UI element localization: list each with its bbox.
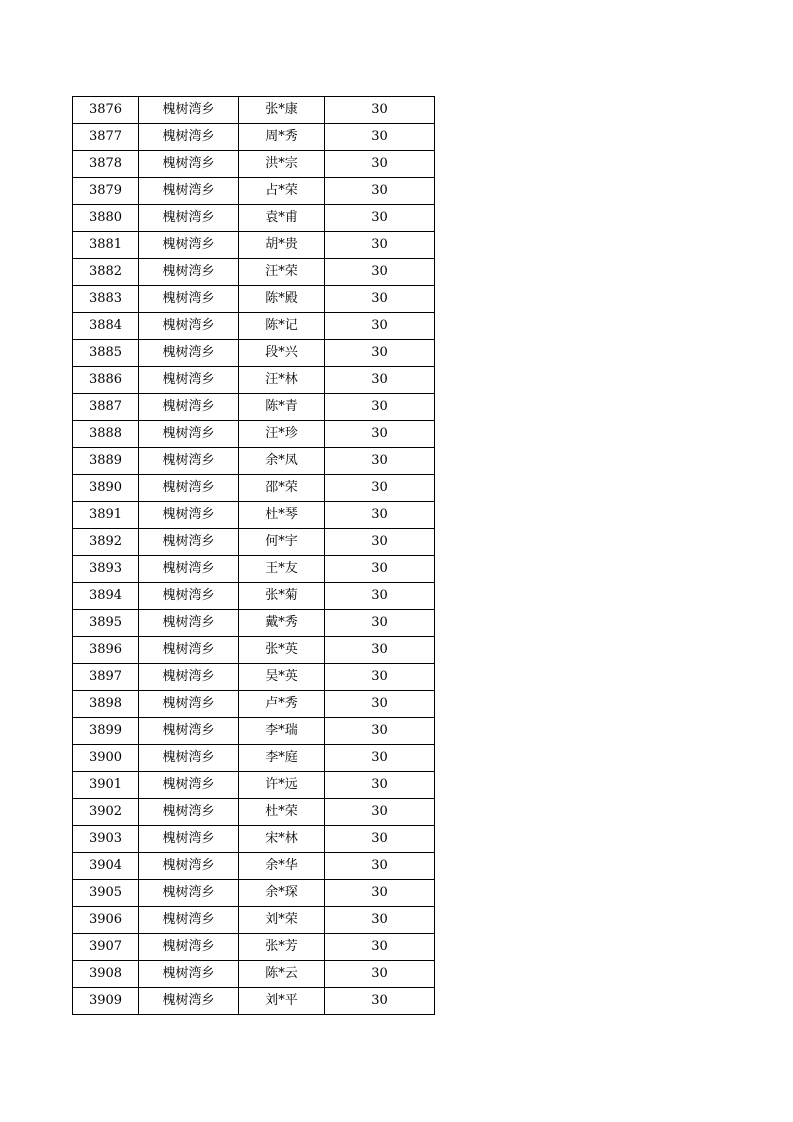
cell-name: 何*宇 — [239, 529, 325, 556]
table-row — [73, 826, 435, 853]
cell-name: 刘*荣 — [239, 907, 325, 934]
cell-id: 3902 — [73, 799, 139, 826]
cell-name: 汪*珍 — [239, 421, 325, 448]
table-row — [73, 205, 435, 232]
cell-amount: 30 — [325, 421, 435, 448]
cell-id: 3887 — [73, 394, 139, 421]
cell-town: 槐树湾乡 — [139, 178, 239, 205]
table-row — [73, 880, 435, 907]
table-body — [73, 97, 435, 1015]
cell-name: 余*琛 — [239, 880, 325, 907]
cell-amount: 30 — [325, 367, 435, 394]
cell-town: 槐树湾乡 — [139, 151, 239, 178]
table-row — [73, 286, 435, 313]
cell-name: 陈*云 — [239, 961, 325, 988]
table-row — [73, 610, 435, 637]
cell-amount: 30 — [325, 637, 435, 664]
cell-name: 杜*荣 — [239, 799, 325, 826]
cell-town: 槐树湾乡 — [139, 988, 239, 1015]
cell-id: 3892 — [73, 529, 139, 556]
cell-name: 戴*秀 — [239, 610, 325, 637]
cell-id: 3907 — [73, 934, 139, 961]
cell-town: 槐树湾乡 — [139, 286, 239, 313]
cell-amount: 30 — [325, 556, 435, 583]
cell-town: 槐树湾乡 — [139, 880, 239, 907]
cell-town: 槐树湾乡 — [139, 718, 239, 745]
cell-town: 槐树湾乡 — [139, 853, 239, 880]
cell-id: 3880 — [73, 205, 139, 232]
cell-name: 袁*甫 — [239, 205, 325, 232]
cell-id: 3876 — [73, 97, 139, 124]
cell-id: 3895 — [73, 610, 139, 637]
cell-name: 张*菊 — [239, 583, 325, 610]
cell-name: 段*兴 — [239, 340, 325, 367]
cell-amount: 30 — [325, 853, 435, 880]
cell-name: 张*康 — [239, 97, 325, 124]
table-row — [73, 745, 435, 772]
cell-id: 3909 — [73, 988, 139, 1015]
cell-amount: 30 — [325, 691, 435, 718]
table-row — [73, 529, 435, 556]
cell-town: 槐树湾乡 — [139, 124, 239, 151]
cell-town: 槐树湾乡 — [139, 610, 239, 637]
cell-id: 3890 — [73, 475, 139, 502]
table-row — [73, 394, 435, 421]
cell-id: 3901 — [73, 772, 139, 799]
data-table — [72, 96, 435, 1015]
cell-town: 槐树湾乡 — [139, 772, 239, 799]
cell-amount: 30 — [325, 988, 435, 1015]
cell-amount: 30 — [325, 313, 435, 340]
cell-id: 3886 — [73, 367, 139, 394]
cell-town: 槐树湾乡 — [139, 97, 239, 124]
table-row — [73, 556, 435, 583]
cell-town: 槐树湾乡 — [139, 745, 239, 772]
cell-town: 槐树湾乡 — [139, 934, 239, 961]
cell-town: 槐树湾乡 — [139, 394, 239, 421]
table-row — [73, 691, 435, 718]
cell-id: 3905 — [73, 880, 139, 907]
cell-name: 余*凤 — [239, 448, 325, 475]
cell-id: 3878 — [73, 151, 139, 178]
cell-id: 3897 — [73, 664, 139, 691]
cell-town: 槐树湾乡 — [139, 583, 239, 610]
cell-name: 汪*林 — [239, 367, 325, 394]
table-row — [73, 97, 435, 124]
cell-name: 占*荣 — [239, 178, 325, 205]
cell-id: 3898 — [73, 691, 139, 718]
table-row — [73, 421, 435, 448]
cell-id: 3882 — [73, 259, 139, 286]
cell-town: 槐树湾乡 — [139, 448, 239, 475]
cell-amount: 30 — [325, 340, 435, 367]
cell-id: 3877 — [73, 124, 139, 151]
cell-amount: 30 — [325, 286, 435, 313]
table-row — [73, 907, 435, 934]
cell-amount: 30 — [325, 880, 435, 907]
cell-name: 洪*宗 — [239, 151, 325, 178]
cell-town: 槐树湾乡 — [139, 259, 239, 286]
table-row — [73, 475, 435, 502]
table-row — [73, 934, 435, 961]
cell-name: 李*庭 — [239, 745, 325, 772]
cell-name: 宋*林 — [239, 826, 325, 853]
cell-id: 3904 — [73, 853, 139, 880]
cell-town: 槐树湾乡 — [139, 961, 239, 988]
cell-amount: 30 — [325, 799, 435, 826]
table-row — [73, 367, 435, 394]
cell-town: 槐树湾乡 — [139, 691, 239, 718]
cell-amount: 30 — [325, 772, 435, 799]
cell-id: 3900 — [73, 745, 139, 772]
cell-name: 王*友 — [239, 556, 325, 583]
cell-id: 3906 — [73, 907, 139, 934]
cell-amount: 30 — [325, 961, 435, 988]
table-row — [73, 718, 435, 745]
cell-id: 3884 — [73, 313, 139, 340]
table-row — [73, 502, 435, 529]
table-row — [73, 988, 435, 1015]
cell-town: 槐树湾乡 — [139, 556, 239, 583]
cell-id: 3899 — [73, 718, 139, 745]
cell-id: 3879 — [73, 178, 139, 205]
cell-town: 槐树湾乡 — [139, 826, 239, 853]
cell-town: 槐树湾乡 — [139, 907, 239, 934]
cell-name: 张*英 — [239, 637, 325, 664]
cell-amount: 30 — [325, 475, 435, 502]
cell-town: 槐树湾乡 — [139, 367, 239, 394]
cell-amount: 30 — [325, 907, 435, 934]
cell-town: 槐树湾乡 — [139, 232, 239, 259]
table-row — [73, 178, 435, 205]
cell-name: 余*华 — [239, 853, 325, 880]
table-row — [73, 124, 435, 151]
cell-id: 3889 — [73, 448, 139, 475]
table-row — [73, 772, 435, 799]
table-row — [73, 853, 435, 880]
cell-name: 卢*秀 — [239, 691, 325, 718]
cell-amount: 30 — [325, 124, 435, 151]
cell-name: 吴*英 — [239, 664, 325, 691]
cell-id: 3885 — [73, 340, 139, 367]
table-row — [73, 637, 435, 664]
cell-amount: 30 — [325, 151, 435, 178]
cell-id: 3881 — [73, 232, 139, 259]
cell-id: 3903 — [73, 826, 139, 853]
cell-id: 3883 — [73, 286, 139, 313]
cell-id: 3894 — [73, 583, 139, 610]
cell-town: 槐树湾乡 — [139, 664, 239, 691]
cell-amount: 30 — [325, 826, 435, 853]
cell-town: 槐树湾乡 — [139, 313, 239, 340]
cell-amount: 30 — [325, 529, 435, 556]
cell-name: 周*秀 — [239, 124, 325, 151]
table-row — [73, 151, 435, 178]
cell-name: 陈*青 — [239, 394, 325, 421]
table-row — [73, 313, 435, 340]
cell-name: 张*芳 — [239, 934, 325, 961]
cell-amount: 30 — [325, 97, 435, 124]
cell-id: 3891 — [73, 502, 139, 529]
cell-name: 陈*记 — [239, 313, 325, 340]
cell-amount: 30 — [325, 718, 435, 745]
cell-town: 槐树湾乡 — [139, 637, 239, 664]
cell-amount: 30 — [325, 205, 435, 232]
cell-id: 3893 — [73, 556, 139, 583]
cell-name: 许*远 — [239, 772, 325, 799]
cell-name: 邵*荣 — [239, 475, 325, 502]
cell-amount: 30 — [325, 178, 435, 205]
cell-id: 3908 — [73, 961, 139, 988]
table-row — [73, 961, 435, 988]
table-row — [73, 664, 435, 691]
table-row — [73, 448, 435, 475]
cell-amount: 30 — [325, 664, 435, 691]
cell-town: 槐树湾乡 — [139, 529, 239, 556]
cell-name: 刘*平 — [239, 988, 325, 1015]
table-row — [73, 799, 435, 826]
cell-amount: 30 — [325, 232, 435, 259]
cell-amount: 30 — [325, 394, 435, 421]
cell-amount: 30 — [325, 448, 435, 475]
cell-name: 胡*贵 — [239, 232, 325, 259]
cell-town: 槐树湾乡 — [139, 475, 239, 502]
cell-name: 陈*殿 — [239, 286, 325, 313]
cell-id: 3888 — [73, 421, 139, 448]
cell-amount: 30 — [325, 259, 435, 286]
cell-town: 槐树湾乡 — [139, 799, 239, 826]
table-row — [73, 232, 435, 259]
cell-amount: 30 — [325, 934, 435, 961]
cell-town: 槐树湾乡 — [139, 340, 239, 367]
cell-name: 杜*琴 — [239, 502, 325, 529]
cell-town: 槐树湾乡 — [139, 502, 239, 529]
cell-amount: 30 — [325, 610, 435, 637]
table-row — [73, 340, 435, 367]
cell-amount: 30 — [325, 583, 435, 610]
table-row — [73, 259, 435, 286]
cell-amount: 30 — [325, 502, 435, 529]
cell-town: 槐树湾乡 — [139, 421, 239, 448]
cell-name: 李*瑞 — [239, 718, 325, 745]
table-row — [73, 583, 435, 610]
cell-id: 3896 — [73, 637, 139, 664]
cell-town: 槐树湾乡 — [139, 205, 239, 232]
cell-amount: 30 — [325, 745, 435, 772]
cell-name: 汪*荣 — [239, 259, 325, 286]
